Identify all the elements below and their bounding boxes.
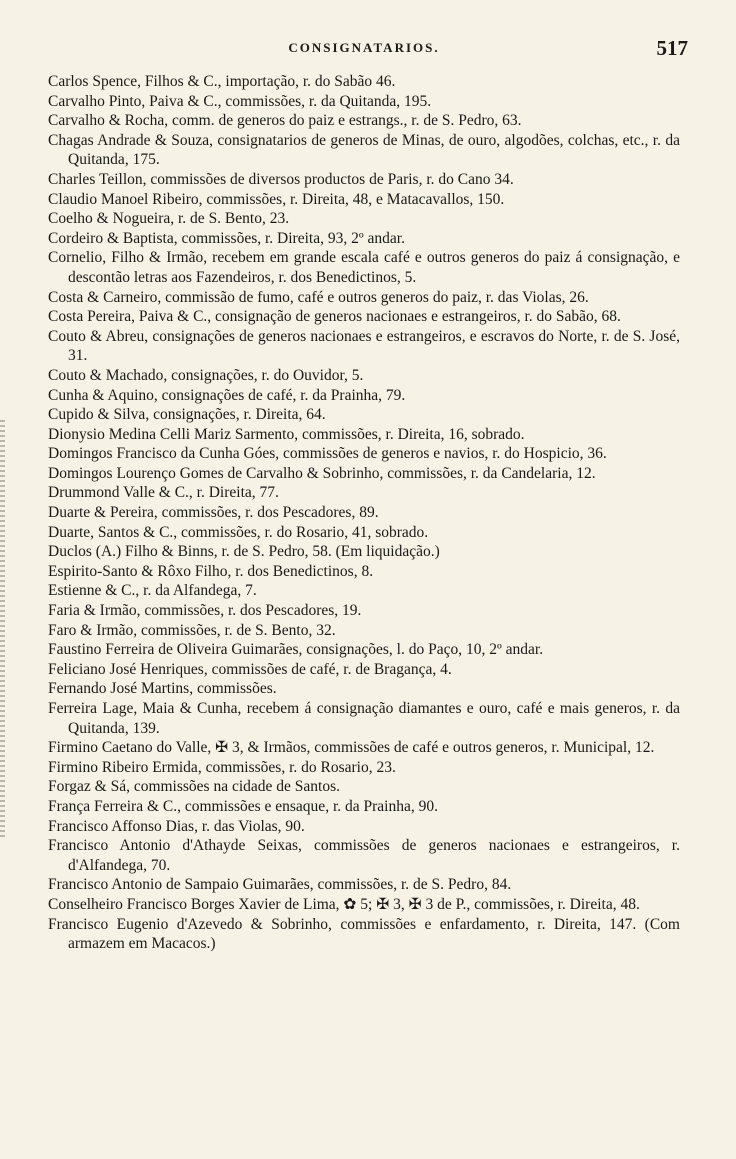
list-item: Espirito-Santo & Rôxo Filho, r. dos Benedictinos, 8.: [48, 562, 374, 580]
list-item: Duclos (A.) Filho & Binns, r. de S. Pedro, 58. (Em liquidação.): [48, 543, 440, 561]
list-item: Ferreira Lage, Maia & Cunha, recebem á consignação diamantes e ouro, café e mais generos, r. da Quitanda, 139.: [48, 700, 680, 737]
list-item: Firmino Caetano do Valle, ✠ 3, & Irmãos, commissões de café e outros generos, r. Municipal, 12.: [48, 739, 655, 757]
list-item: Faustino Ferreira de Oliveira Guimarães, consignações, l. do Paço, 10, 2º andar.: [48, 641, 544, 659]
list-item: França Ferreira & C., commissões e ensaque, r. da Prainha, 90.: [48, 797, 438, 815]
running-head: CONSIGNATARIOS.: [288, 40, 440, 55]
list-item: Cornelio, Filho & Irmão, recebem em grande escala café e outros generos do paiz á consignação, e descontão letras aos Fazendeiros, r. dos Benedictinos, 5.: [48, 249, 680, 286]
list-item: Duarte, Santos & C., commissões, r. do Rosario, 41, sobrado.: [48, 523, 429, 541]
list-item: Carvalho & Rocha, comm. de generos do paiz e estrangs., r. de S. Pedro, 63.: [48, 112, 522, 130]
list-item: Carlos Spence, Filhos & C., importação, r. do Sabão 46.: [48, 73, 396, 90]
list-item: Forgaz & Sá, commissões na cidade de Santos.: [48, 778, 341, 796]
list-item: Estienne & C., r. da Alfandega, 7.: [48, 582, 257, 600]
list-item: Coelho & Nogueira, r. de S. Bento, 23.: [48, 210, 290, 228]
list-item: Duarte & Pereira, commissões, r. dos Pescadores, 89.: [48, 504, 379, 522]
list-item: Dionysio Medina Celli Mariz Sarmento, commissões, r. Direita, 16, sobrado.: [48, 425, 525, 443]
list-item: Feliciano José Henriques, commissões de café, r. de Bragança, 4.: [48, 660, 452, 678]
list-item: Charles Teillon, commissões de diversos productos de Paris, r. do Cano 34.: [48, 170, 514, 188]
page-number: 517: [656, 36, 688, 60]
list-item: Couto & Machado, consignações, r. do Ouvidor, 5.: [48, 366, 364, 384]
list-item: Francisco Eugenio d'Azevedo & Sobrinho, commissões e enfardamento, r. Direita, 147. (Com armazem em Macacos.): [48, 915, 680, 953]
list-item: Couto & Abreu, consignações de generos nacionaes e estrangeiros, e escravos do Norte, r. de S. José, 31.: [48, 327, 680, 365]
list-item: Carvalho Pinto, Paiva & C., commissões, r. da Quitanda, 195.: [48, 92, 432, 110]
list-item: Cupido & Silva, consignações, r. Direita, 64.: [48, 406, 326, 424]
list-item: Francisco Antonio d'Athayde Seixas, commissões de generos nacionaes e estrangeiros, r. d'Alfandega, 70.: [48, 837, 680, 874]
list-item: Cunha & Aquino, consignações de café, r. da Prainha, 79.: [48, 386, 406, 404]
list-item: Faro & Irmão, commissões, r. de S. Bento, 32.: [48, 621, 336, 639]
list-item: Firmino Ribeiro Ermida, commissões, r. do Rosario, 23.: [48, 758, 396, 776]
list-item: Costa & Carneiro, commissão de fumo, café e outros generos do paiz, r. das Violas, 26.: [48, 288, 589, 306]
list-item: Conselheiro Francisco Borges Xavier de Lima, ✿ 5; ✠ 3, ✠ 3 de P., commissões, r. Direita, 48.: [48, 895, 640, 913]
list-item: Francisco Affonso Dias, r. das Violas, 90.: [48, 817, 305, 835]
list-item: Francisco Antonio de Sampaio Guimarães, commissões, r. de S. Pedro, 84.: [48, 876, 512, 894]
list-item: Chagas Andrade & Souza, consignatarios de generos de Minas, de ouro, algodões, colchas, etc., r. da Quitanda, 175.: [48, 131, 680, 169]
list-item: Costa Pereira, Paiva & C., consignação de generos nacionaes e estrangeiros, r. do Sabão, 68.: [48, 308, 621, 326]
list-item: Domingos Lourenço Gomes de Carvalho & Sobrinho, commissões, r. da Candelaria, 12.: [48, 464, 596, 482]
list-item: Fernando José Martins, commissões.: [48, 680, 277, 698]
list-item: Domingos Francisco da Cunha Góes, commissões de generos e navios, r. do Hospicio, 36.: [48, 445, 607, 463]
page-header: [48, 36, 688, 62]
consignee-list: [48, 72, 680, 954]
list-item: Faria & Irmão, commissões, r. dos Pescadores, 19.: [48, 602, 362, 620]
list-item: Claudio Manoel Ribeiro, commissões, r. Direita, 48, e Matacavallos, 150.: [48, 190, 505, 208]
list-item: Drummond Valle & C., r. Direita, 77.: [48, 484, 279, 502]
list-item: Cordeiro & Baptista, commissões, r. Direita, 93, 2º andar.: [48, 229, 405, 247]
